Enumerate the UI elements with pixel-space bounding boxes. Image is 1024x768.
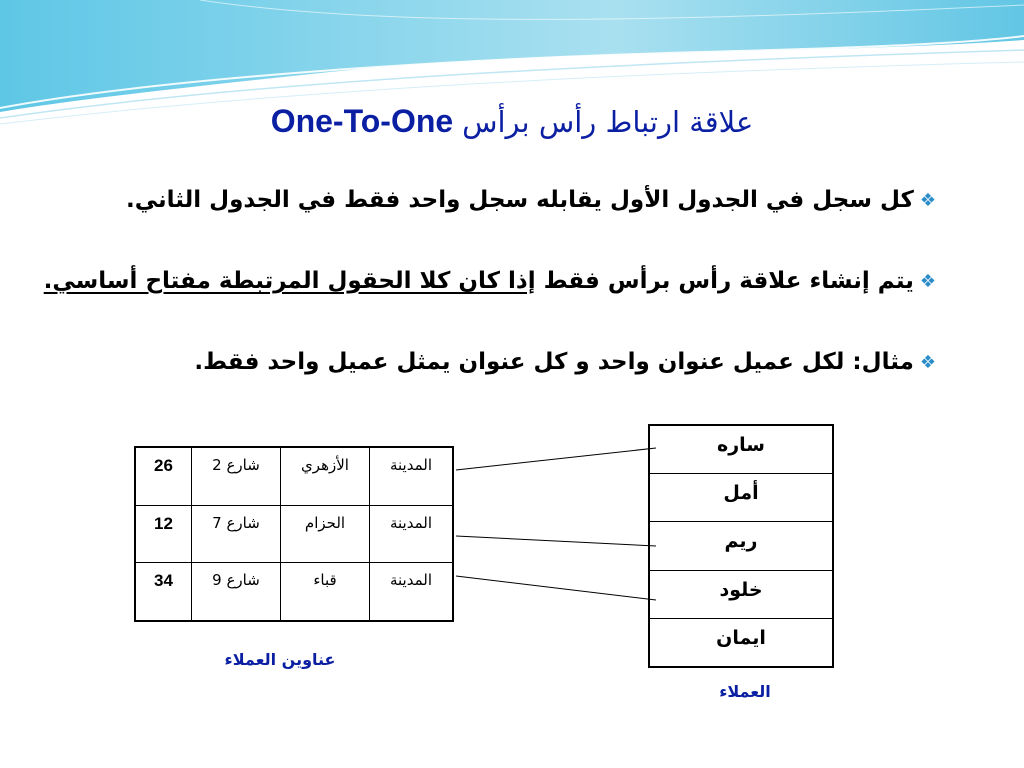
table-cell: الحزام — [281, 505, 370, 562]
title-english: One-To-One — [270, 103, 454, 139]
table-cell: المدينة — [370, 447, 454, 505]
customers-table-caption: العملاء — [719, 682, 771, 701]
bullet-underlined-text: إذا كان كلا الحقول المرتبطة مفتاح أساسي. — [43, 268, 536, 294]
connector-line — [456, 448, 656, 470]
table-cell: قباء — [281, 563, 370, 621]
table-cell: المدينة — [370, 505, 454, 562]
addresses-table-caption: عناوين العملاء — [224, 650, 336, 669]
bullet-text: يتم إنشاء علاقة رأس برأس فقط — [535, 268, 914, 294]
table-cell: شارع 2 — [192, 447, 281, 505]
table-row — [649, 522, 833, 570]
table-cell: 34 — [135, 563, 192, 621]
table-row — [649, 570, 833, 618]
diamond-cluster-icon: ❖ — [919, 271, 936, 292]
connector-line — [456, 576, 656, 600]
diamond-cluster-icon: ❖ — [919, 352, 936, 373]
table-cell: الأزهري — [281, 447, 370, 505]
bullet-text: مثال: لكل عميل عنوان واحد و كل عنوان يمثل عميل واحد فقط. — [194, 349, 914, 375]
table-cell: ساره — [649, 425, 833, 474]
slide-title — [0, 103, 1024, 140]
table-cell: ريم — [649, 522, 833, 570]
table-row — [649, 425, 833, 474]
table-cell: ايمان — [649, 618, 833, 667]
table-cell: المدينة — [370, 563, 454, 621]
connector-line — [456, 536, 656, 546]
table-cell: 26 — [135, 447, 192, 505]
table-row — [135, 563, 453, 621]
table-row — [649, 474, 833, 522]
diamond-cluster-icon: ❖ — [919, 190, 936, 211]
table-row — [649, 618, 833, 667]
table-cell: شارع 9 — [192, 563, 281, 621]
bullet-text: كل سجل في الجدول الأول يقابله سجل واحد فقط في الجدول الثاني. — [125, 187, 914, 213]
table-cell: 12 — [135, 505, 192, 562]
bullet-item — [126, 187, 936, 213]
table-row — [135, 447, 453, 505]
customers-table — [648, 424, 834, 668]
table-cell: أمل — [649, 474, 833, 522]
table-cell: خلود — [649, 570, 833, 618]
bullet-item — [194, 349, 936, 375]
table-cell: شارع 7 — [192, 505, 281, 562]
table-row — [135, 505, 453, 562]
title-arabic: علاقة ارتباط رأس برأس — [462, 105, 754, 139]
addresses-table — [134, 446, 454, 622]
bullet-item — [44, 268, 936, 294]
